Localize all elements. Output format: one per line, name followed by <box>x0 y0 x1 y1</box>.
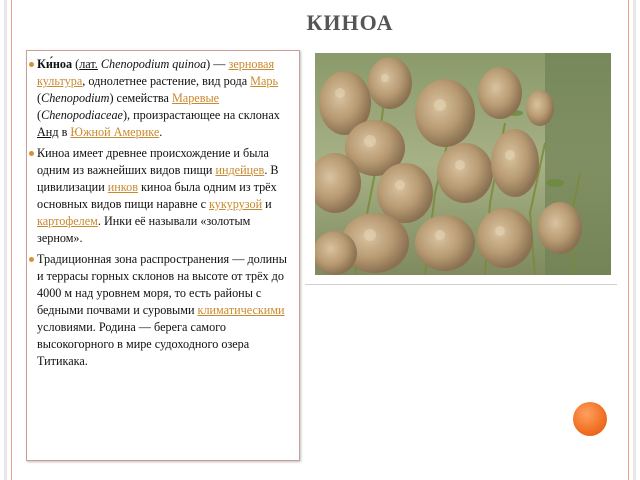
link-incas[interactable]: инков <box>107 180 138 194</box>
slide-left-accent-line <box>11 0 12 480</box>
link-latin[interactable]: лат. <box>79 57 98 71</box>
slide-right-border <box>633 0 636 480</box>
link-climatic[interactable]: климатическими <box>197 303 285 317</box>
text-run: ) — <box>206 57 229 71</box>
paragraph-definition <box>37 56 295 141</box>
text-run: . <box>159 125 163 139</box>
link-andes[interactable]: Анд <box>37 125 59 139</box>
text-run: ( <box>72 57 80 71</box>
text-run: . Инки её называли «золотым зерном». <box>37 214 251 245</box>
text-run: в <box>58 125 71 139</box>
text-run: ( <box>37 91 42 105</box>
link-potato[interactable]: картофелем <box>37 214 98 228</box>
text-run: ( <box>37 108 42 122</box>
link-grain-crop[interactable]: зерновая культура <box>37 57 275 88</box>
quinoa-photo <box>315 53 611 275</box>
term-heading: Ки́ноа <box>37 57 73 71</box>
bullet-icon <box>29 257 34 262</box>
text-run: и <box>262 197 272 211</box>
text-run: Киноа имеет древнее происхождение и была одним из важнейших видов пищи <box>37 146 269 177</box>
slide-left-border <box>4 0 7 480</box>
bullet-icon <box>29 62 34 67</box>
text-run: ), произрастающее на склонах <box>122 108 280 122</box>
text-run: . В цивилизации <box>37 163 279 194</box>
slide-right-accent-line <box>628 0 629 480</box>
link-genus[interactable]: Марь <box>250 74 279 88</box>
text-run: Традиционная зона распространения — долины и террасы горных склонов на высоте от трёх до 4000 м над уровнем моря, то есть районы с бедными почвами и суровыми <box>37 252 287 317</box>
genus-latin: Chenopodium <box>41 91 110 105</box>
accent-circle <box>573 402 607 436</box>
family-latin: Chenopodiaceae <box>41 108 123 122</box>
link-indians[interactable]: индейцев <box>215 163 265 177</box>
paragraph-distribution <box>37 251 295 370</box>
text-box <box>26 50 300 461</box>
link-south-america[interactable]: Южной Америке <box>70 125 160 139</box>
text-run: киноа была одним из трёх основных видов пищи наравне с <box>37 180 277 211</box>
text-run: , однолетнее растение, вид рода <box>82 74 251 88</box>
text-run: условиями. Родина — берега самого высокогорного в мире судоходного озера Титикака. <box>37 320 250 368</box>
photo-frame <box>305 48 617 285</box>
slide-title: КИНОА <box>306 10 394 35</box>
link-corn[interactable]: кукурузой <box>209 197 263 211</box>
bullet-icon <box>29 151 34 156</box>
text-run: ) семейства <box>109 91 172 105</box>
link-family[interactable]: Маревые <box>171 91 220 105</box>
latin-name: Chenopodium quinoa <box>100 57 207 71</box>
paragraph-history <box>37 145 295 247</box>
